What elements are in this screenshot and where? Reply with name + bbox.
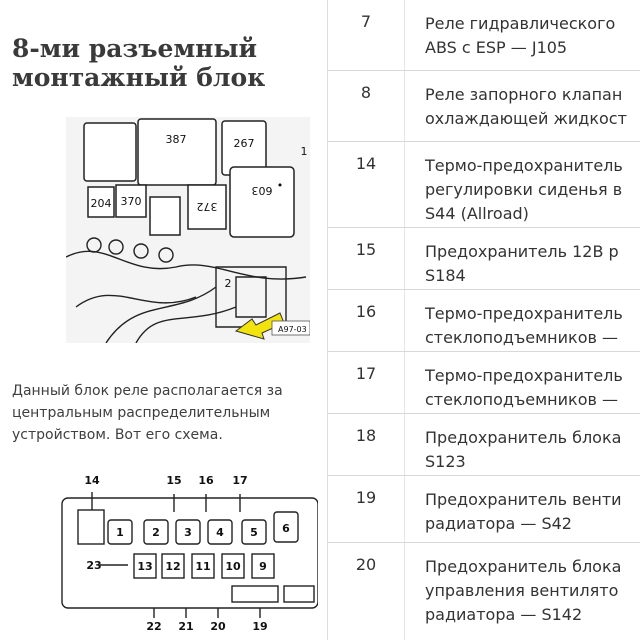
description-line-2: центральным распределительным: [12, 405, 271, 421]
left-column: [0, 0, 318, 640]
scheme-cell-4: 4: [216, 526, 224, 539]
relay-label-267: 267: [233, 137, 255, 150]
scheme-cell-6: 6: [282, 522, 290, 535]
row-line: охлаждающей жидкост: [425, 109, 627, 128]
row-description: [425, 364, 640, 412]
figure-code: A97-03: [278, 325, 307, 334]
row-number: 17: [355, 364, 377, 383]
scheme-cell-13: 13: [137, 560, 153, 573]
row-number: 15: [355, 240, 377, 259]
row-line: S44 (Allroad): [425, 204, 529, 223]
scheme-label-22: 22: [146, 620, 162, 633]
relay-label-372: 372: [196, 200, 218, 213]
fuse-table: [327, 0, 640, 640]
relay-scheme-diagram: [56, 468, 318, 640]
title-line-2: монтажный блок: [12, 63, 266, 92]
row-line: Предохранитель 12В р: [425, 242, 619, 261]
row-number: 14: [355, 154, 377, 173]
scheme-cell-11: 11: [195, 560, 211, 573]
row-line: Предохранитель венти: [425, 490, 622, 509]
scheme-label-19: 19: [252, 620, 268, 633]
scheme-label-17: 17: [232, 474, 248, 487]
row-line: Термо-предохранитель: [425, 156, 623, 175]
table-row: [328, 71, 640, 142]
row-line: S184: [425, 266, 466, 285]
row-line: S123: [425, 452, 466, 471]
row-number: 8: [360, 83, 372, 102]
relay-label-387: 387: [165, 133, 187, 146]
table-row: [328, 352, 640, 414]
row-description: [425, 426, 640, 474]
photo-marker-dot: •: [276, 179, 284, 192]
table-row: [328, 290, 640, 352]
description-line-1: Данный блок реле располагается за: [12, 383, 283, 399]
scheme-label-14: 14: [84, 474, 100, 487]
relay-block-drawing: [66, 117, 310, 343]
row-line: управления вентилято: [425, 581, 619, 600]
row-number: 7: [360, 12, 372, 31]
scheme-cell-5: 5: [250, 526, 258, 539]
relay-label-204: 204: [90, 197, 112, 210]
row-description: [425, 302, 640, 350]
scheme-cell-12: 12: [165, 560, 181, 573]
row-line: стеклоподъемников —: [425, 328, 618, 347]
row-line: стеклоподъемников —: [425, 390, 618, 409]
row-line: ABS с ESP — J105: [425, 38, 568, 57]
row-line: Предохранитель блока: [425, 428, 622, 447]
row-line: Термо-предохранитель: [425, 366, 623, 385]
row-line: Термо-предохранитель: [425, 304, 623, 323]
block-description: [12, 380, 312, 446]
table-row: [328, 0, 640, 71]
relay-label-603: 603: [251, 184, 273, 197]
scheme-cell-1: 1: [116, 526, 124, 539]
scheme-label-16: 16: [198, 474, 214, 487]
table-row: [328, 543, 640, 640]
table-row: [328, 228, 640, 290]
scheme-drawing: [56, 468, 318, 640]
scheme-cell-10: 10: [225, 560, 241, 573]
row-line: Реле запорного клапан: [425, 85, 623, 104]
row-line: Предохранитель блока: [425, 557, 622, 576]
description-line-3: устройством. Вот его схема.: [12, 427, 223, 443]
row-description: [425, 154, 640, 226]
section-title: [12, 34, 312, 92]
row-number: 20: [355, 555, 377, 574]
row-description: [425, 555, 640, 627]
title-line-1: 8-ми разъемный: [12, 34, 258, 63]
row-description: [425, 83, 640, 131]
row-line: радиатора — S142: [425, 605, 583, 624]
table-row: [328, 476, 640, 543]
scheme-cell-2: 2: [152, 526, 160, 539]
scheme-label-23: 23: [86, 559, 102, 572]
scheme-label-21: 21: [178, 620, 194, 633]
row-number: 16: [355, 302, 377, 321]
row-description: [425, 488, 640, 536]
row-line: регулировки сиденья в: [425, 180, 623, 199]
table-row: [328, 414, 640, 476]
relay-label-370: 370: [120, 195, 142, 208]
scheme-cell-3: 3: [184, 526, 192, 539]
row-description: [425, 12, 640, 60]
relay-block-photo: [66, 117, 310, 343]
row-number: 18: [355, 426, 377, 445]
table-row: [328, 142, 640, 228]
row-line: радиатора — S42: [425, 514, 572, 533]
row-line: Реле гидравлического: [425, 14, 616, 33]
scheme-label-20: 20: [210, 620, 226, 633]
scheme-cell-9: 9: [259, 560, 267, 573]
photo-callout-1: 1: [300, 145, 308, 158]
row-number: 19: [355, 488, 377, 507]
photo-callout-2: 2: [224, 277, 232, 290]
row-description: [425, 240, 640, 288]
scheme-label-15: 15: [166, 474, 182, 487]
